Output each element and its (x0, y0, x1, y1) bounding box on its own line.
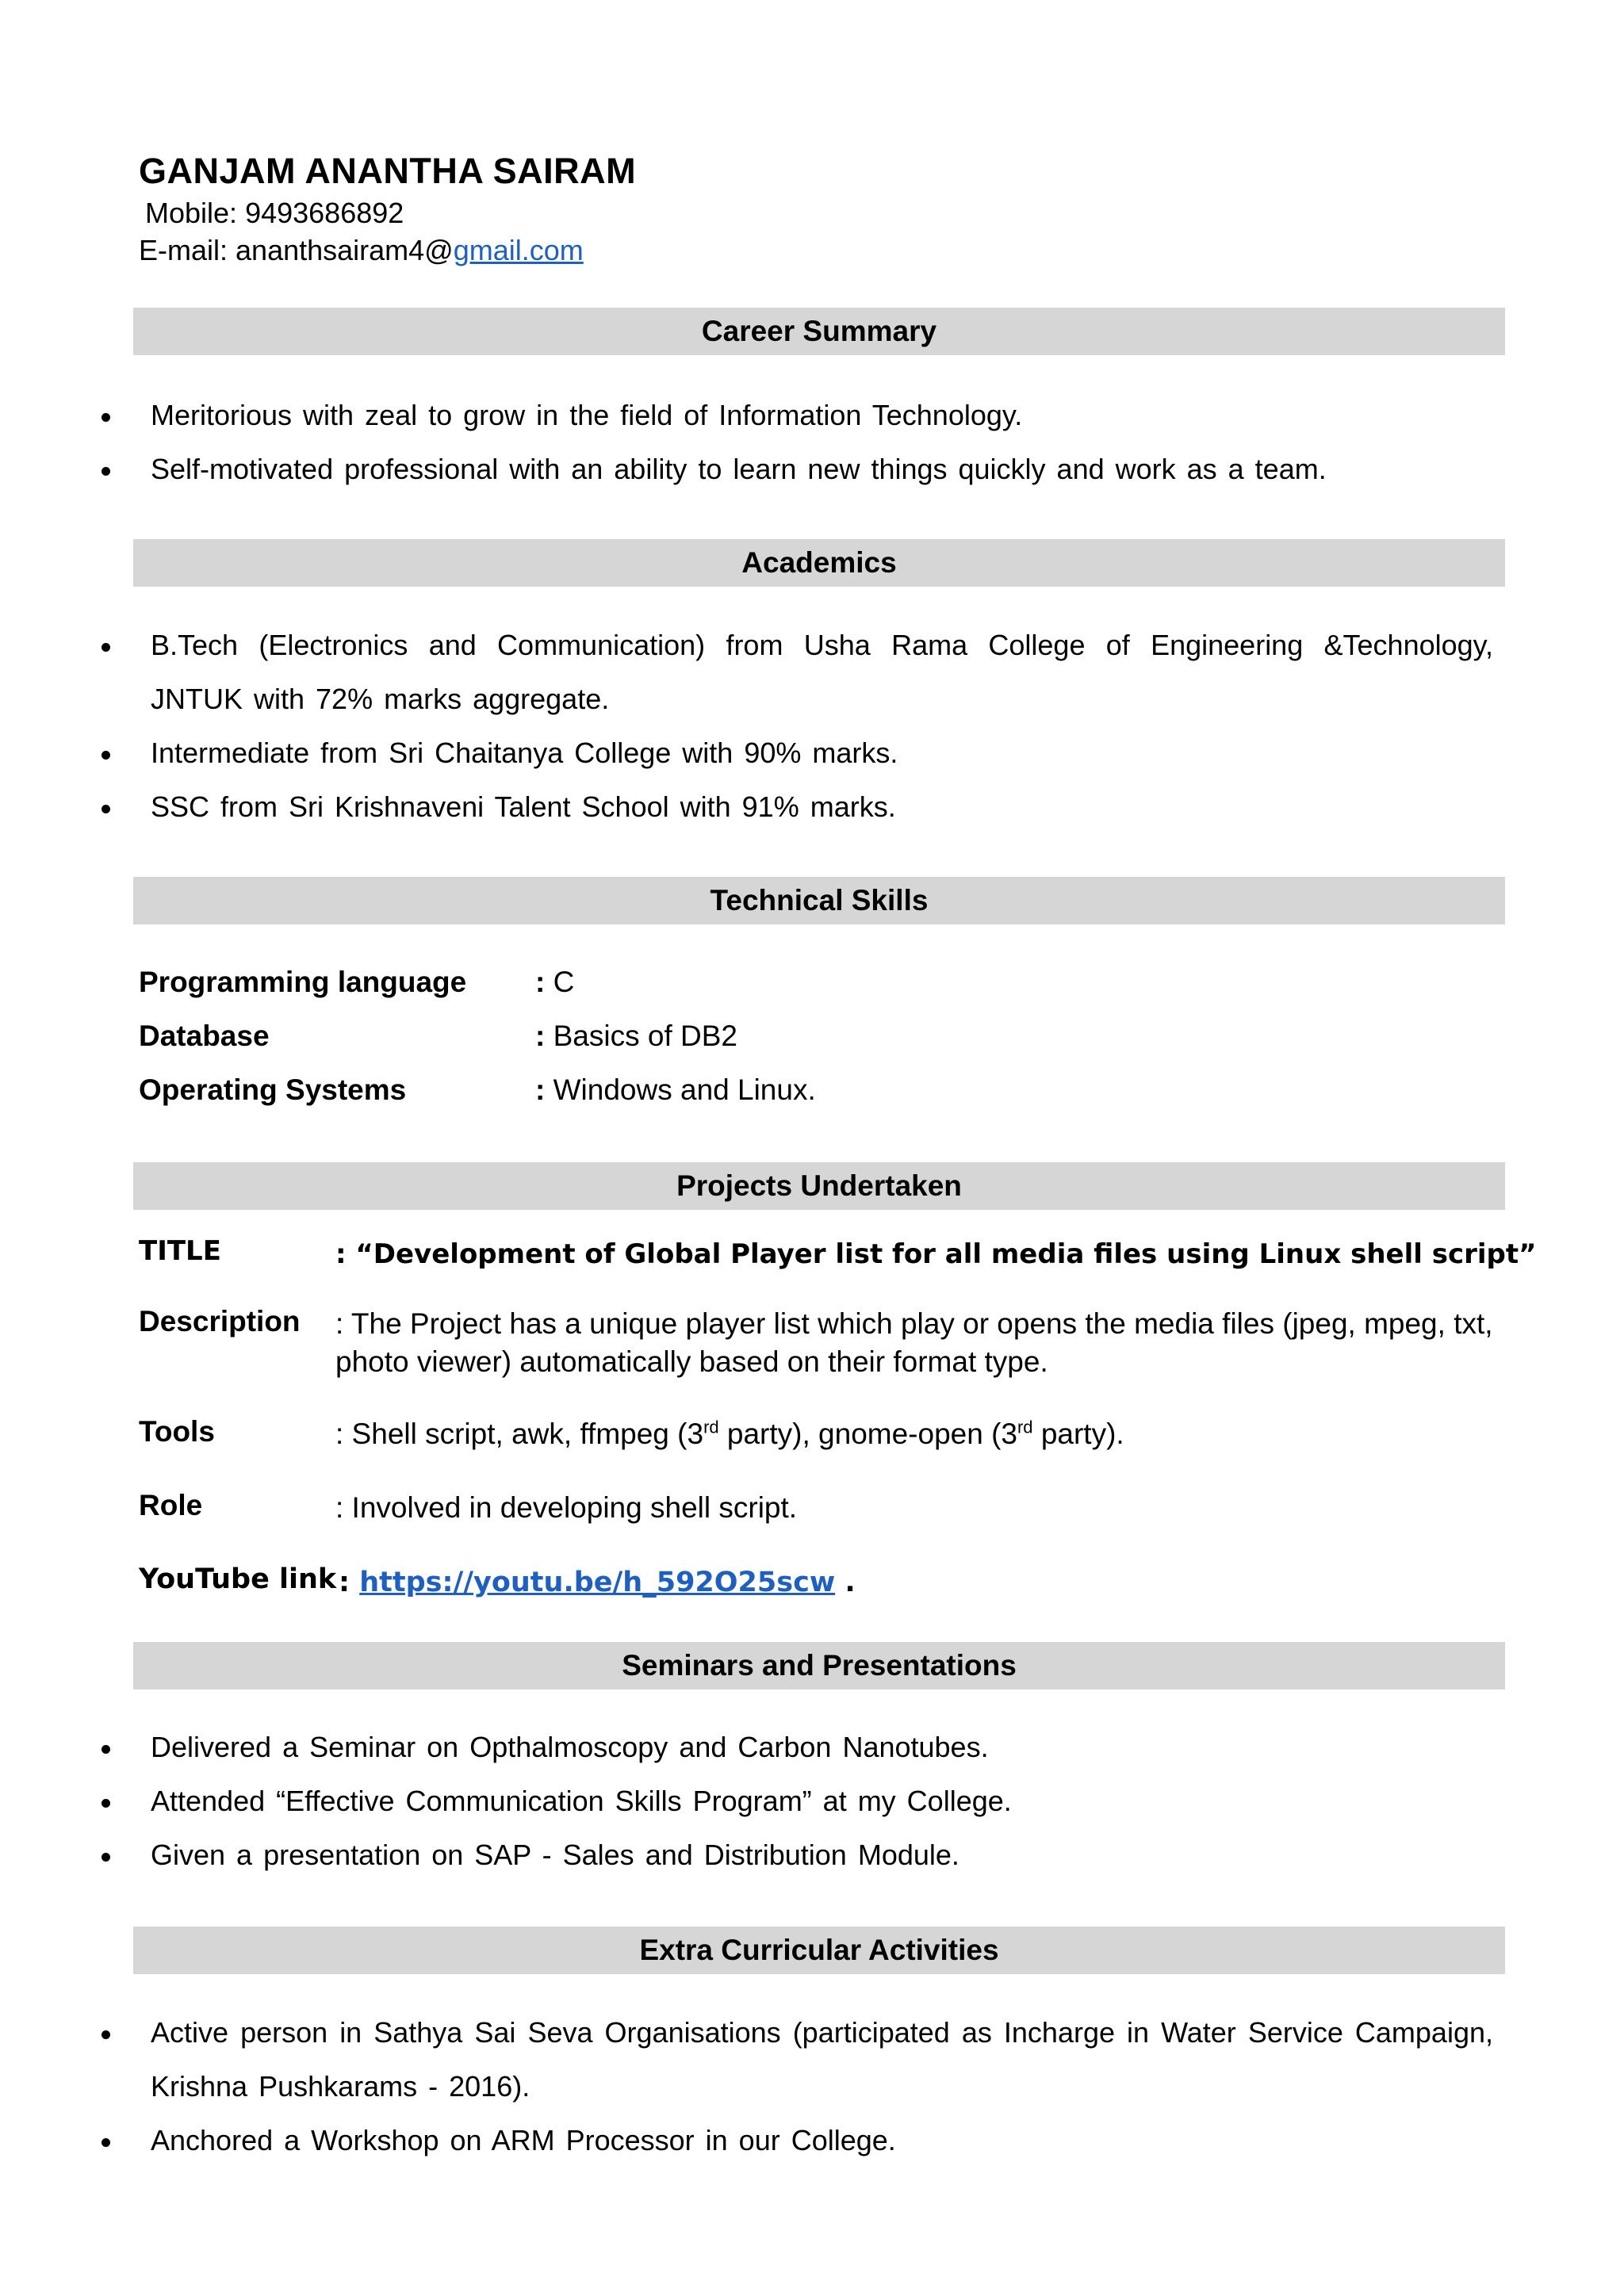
project-description-label: Description (139, 1305, 301, 1337)
list-item: Intermediate from Sri Chaitanya College with 90% marks. (0, 726, 1624, 780)
seminars-list (0, 1720, 1624, 1882)
project-youtube-label: YouTube link (139, 1563, 337, 1595)
skill-value: Basics of DB2 (553, 1020, 737, 1052)
academics-list (0, 618, 1624, 834)
project-tools-value: : Shell script, awk, ffmpeg (3rd party), gnome-open (3rd party). (335, 1417, 1124, 1450)
list-item: SSC from Sri Krishnaveni Talent School with 91% marks. (0, 780, 1624, 834)
bullet-icon (102, 1799, 110, 1808)
extra-curricular-heading: Extra Curricular Activities (133, 1927, 1505, 1974)
email-user: ananthsairam4@ (236, 234, 454, 266)
project-tools-label: Tools (139, 1415, 215, 1448)
skill-key: Programming language (139, 966, 467, 998)
bullet-icon (102, 643, 110, 652)
skill-colon: : (535, 1073, 546, 1106)
list-item: Delivered a Seminar on Opthalmoscopy and Carbon Nanotubes. (0, 1720, 1624, 1774)
projects-heading: Projects Undertaken (133, 1162, 1505, 1210)
skill-row (139, 955, 1487, 1009)
skill-colon: : (535, 966, 546, 998)
skill-colon: : (535, 1020, 546, 1052)
list-item: B.Tech (Electronics and Communication) from Usha Rama College of Engineering &Technology, JNTUK with 72% marks aggregate. (0, 618, 1624, 726)
bullet-icon (102, 2138, 110, 2147)
skill-value: C (553, 966, 575, 998)
email-label: E-mail: (139, 234, 228, 266)
skill-key: Database (139, 1020, 270, 1052)
project-title-value: : “Development of Global Player list for all media files using Linux shell script” (335, 1238, 1537, 1270)
list-item: Anchored a Workshop on ARM Processor in our College. (0, 2114, 1624, 2168)
mobile-number: 9493686892 (245, 197, 404, 229)
career-summary-heading: Career Summary (133, 308, 1505, 355)
bullet-icon (102, 1853, 110, 1862)
bullet-icon (102, 413, 110, 422)
list-item: Attended “Effective Communication Skills Program” at my College. (0, 1774, 1624, 1828)
email-domain-link[interactable]: gmail.com (453, 234, 584, 266)
skill-row (139, 1009, 1487, 1063)
technical-skills-heading: Technical Skills (133, 877, 1505, 924)
list-item: Meritorious with zeal to grow in the field of Information Technology. (0, 388, 1624, 442)
email-line (139, 234, 584, 267)
list-item: Active person in Sathya Sai Seva Organisations (participated as Incharge in Water Service Campaign, Krishna Pushkarams - 2016). (0, 2006, 1624, 2114)
mobile-line (145, 197, 404, 230)
academics-heading: Academics (133, 539, 1505, 587)
bullet-icon (102, 1745, 110, 1754)
seminars-heading: Seminars and Presentations (133, 1642, 1505, 1689)
extra-curricular-list (0, 2006, 1624, 2168)
bullet-icon (102, 805, 110, 813)
mobile-label: Mobile: (145, 197, 238, 229)
list-item: Given a presentation on SAP - Sales and Distribution Module. (0, 1828, 1624, 1882)
candidate-name: GANJAM ANANTHA SAIRAM (139, 151, 637, 191)
project-role-value: : Involved in developing shell script. (335, 1491, 798, 1524)
bullet-icon (102, 751, 110, 760)
youtube-link[interactable]: https://youtu.be/h_592O25scw (359, 1567, 836, 1598)
career-summary-list (0, 388, 1624, 496)
project-role-label: Role (139, 1489, 203, 1521)
list-item: Self-motivated professional with an ability to learn new things quickly and work as a team. (0, 442, 1624, 496)
skill-key: Operating Systems (139, 1073, 407, 1106)
project-title-label: TITLE (139, 1235, 221, 1267)
project-description-value: : The Project has a unique player list which play or opens the media files (jpeg, mpeg, txt, photo viewer) automatically based on their format type. (335, 1307, 1493, 1378)
skill-row (139, 1063, 1487, 1117)
skill-value: Windows and Linux. (553, 1073, 816, 1106)
bullet-icon (102, 467, 110, 476)
youtube-after: . (835, 1567, 856, 1598)
youtube-colon: : (339, 1567, 350, 1598)
bullet-icon (102, 2030, 110, 2039)
